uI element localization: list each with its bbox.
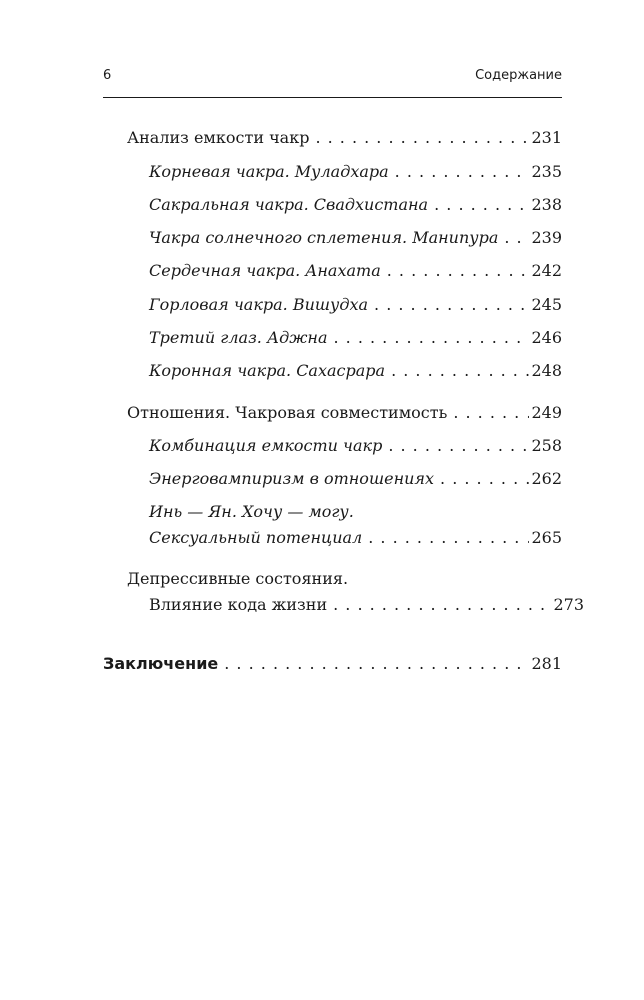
- toc-entry-conclusion[interactable]: [103, 652, 562, 676]
- toc-entry-page: 238: [531, 195, 562, 214]
- toc-entry-page: 231: [531, 128, 562, 147]
- toc-entry-page: 245: [531, 295, 562, 314]
- toc-entry-page: 235: [531, 162, 562, 181]
- toc-entry-yin-yang[interactable]: [149, 500, 562, 550]
- toc-entry-title-line1: Депрессивные состояния.: [127, 569, 349, 588]
- dot-leader: [315, 126, 529, 150]
- toc-entry-energy-vampirism[interactable]: [149, 467, 562, 491]
- toc-entry-page: 262: [531, 469, 562, 488]
- toc-entry-title: Корневая чакра. Муладхара: [149, 162, 389, 181]
- dot-leader: [333, 326, 529, 350]
- toc-entry-title-line1: Инь — Ян. Хочу — могу.: [149, 502, 354, 521]
- toc-entry-title: Горловая чакра. Вишудха: [149, 295, 369, 314]
- page-number: 6: [103, 68, 112, 83]
- toc-entry-title-line2: Сексуальный потенциал: [149, 528, 363, 547]
- toc-entry-title: Чакра солнечного сплетения. Манипура: [149, 228, 499, 247]
- toc-entry-title: Энерговампиризм в отношениях: [149, 469, 435, 488]
- toc-entry-chakra-capacity[interactable]: [127, 126, 562, 150]
- toc-entry-page: 258: [531, 436, 562, 455]
- toc-entry-title: Анализ емкости чакр: [127, 128, 310, 147]
- dot-leader: [453, 401, 529, 425]
- toc-entry-chakra-combination[interactable]: [149, 434, 562, 458]
- dot-leader: [504, 226, 529, 250]
- section-title: Содержание: [475, 68, 562, 83]
- toc-entry-page: 246: [531, 328, 562, 347]
- dot-leader: [434, 193, 529, 217]
- dot-leader: [333, 593, 551, 617]
- toc-entry-page: 265: [531, 528, 562, 547]
- toc-entry-page: 249: [531, 403, 562, 422]
- toc-entry-third-eye-chakra[interactable]: [149, 326, 562, 350]
- toc-entry-title: Отношения. Чакровая совместимость: [127, 403, 448, 422]
- toc-entry-title-line2: Влияние кода жизни: [149, 595, 328, 614]
- toc-entry-title: Комбинация емкости чакр: [149, 436, 383, 455]
- dot-leader: [395, 160, 530, 184]
- toc-entry-sacral-chakra[interactable]: [149, 193, 562, 217]
- dot-leader: [368, 526, 529, 550]
- dot-leader: [388, 434, 529, 458]
- toc-entry-page: 248: [531, 361, 562, 380]
- toc-entry-throat-chakra[interactable]: [149, 293, 562, 317]
- toc-entry-solar-plexus-chakra[interactable]: [149, 226, 562, 250]
- toc-entry-title: Заключение: [103, 654, 219, 673]
- toc-entry-relationships[interactable]: [127, 401, 562, 425]
- toc-entry-page: 239: [531, 228, 562, 247]
- toc-entry-root-chakra[interactable]: [149, 160, 562, 184]
- dot-leader: [224, 652, 529, 676]
- toc-entry-depressive-states[interactable]: [127, 567, 584, 617]
- toc-entry-title: Третий глаз. Аджна: [149, 328, 328, 347]
- dot-leader: [374, 293, 529, 317]
- dot-leader: [440, 467, 529, 491]
- dot-leader: [391, 359, 529, 383]
- dot-leader: [387, 259, 530, 283]
- toc-entry-page: 281: [531, 654, 562, 673]
- toc-entry-title: Сердечная чакра. Анахата: [149, 261, 381, 280]
- toc-entry-title: Коронная чакра. Сахасрара: [149, 361, 386, 380]
- toc-entry-heart-chakra[interactable]: [149, 259, 562, 283]
- toc-entry-crown-chakra[interactable]: [149, 359, 562, 383]
- toc-entry-title: Сакральная чакра. Свадхистана: [149, 195, 429, 214]
- toc-entry-page: 273: [553, 595, 584, 614]
- toc-entry-page: 242: [531, 261, 562, 280]
